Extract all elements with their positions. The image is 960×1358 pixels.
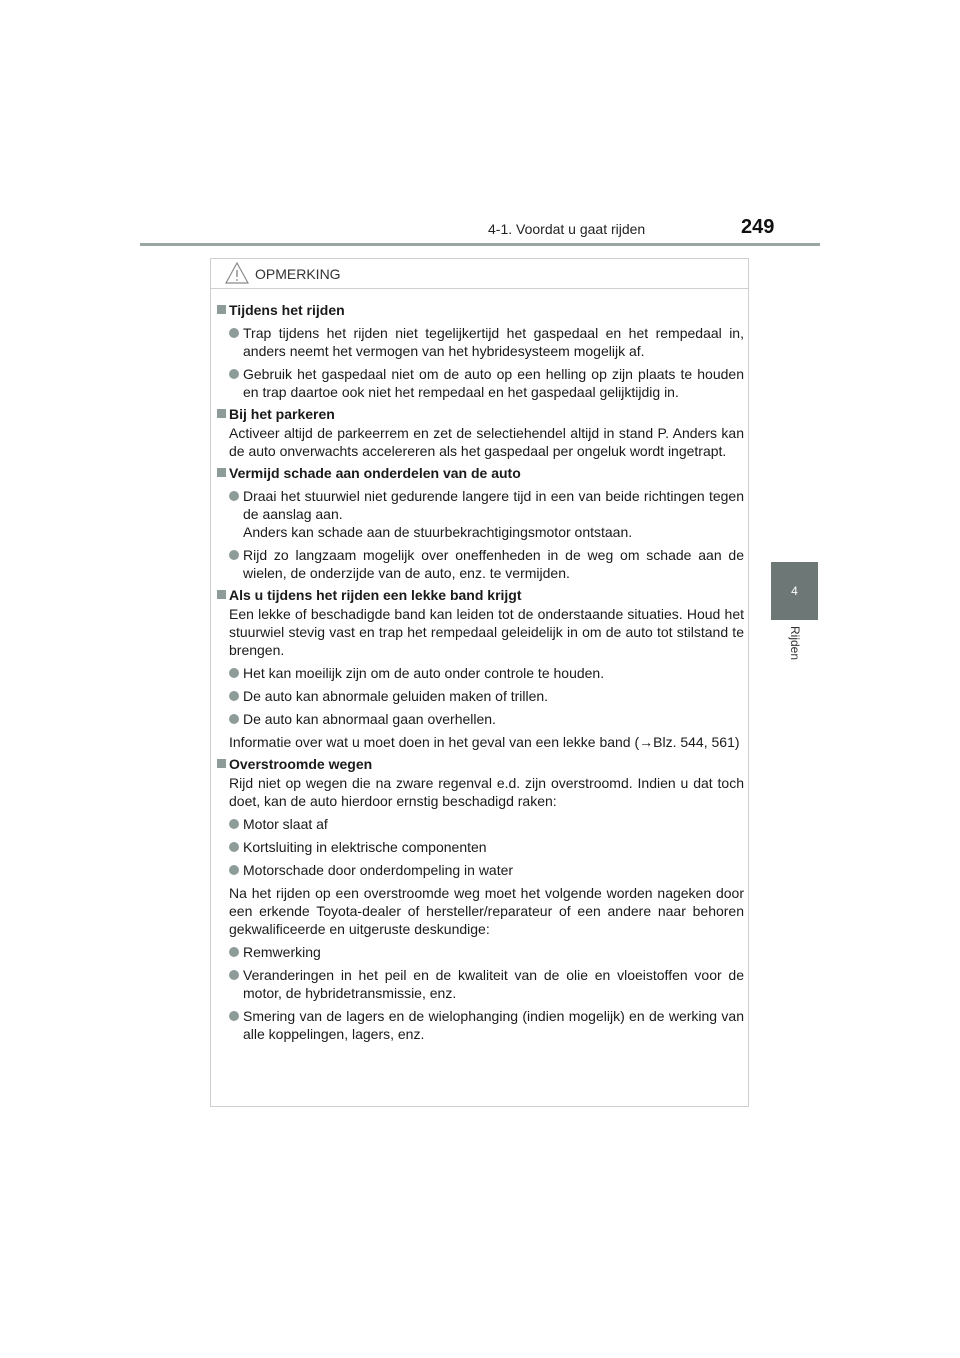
page-number: 249	[741, 216, 775, 238]
chapter-tab	[771, 562, 818, 620]
notice-header	[211, 259, 748, 289]
list-item	[217, 546, 744, 582]
square-bullet-icon	[217, 409, 226, 418]
chapter-label: Rijden	[788, 626, 802, 661]
list-item-text: Rijd zo langzaam mogelijk over oneffenheden in de weg om schade aan de wielen, de onderzijde van de auto, enz. te vermijden.	[243, 547, 744, 581]
list-item-text: Gebruik het gaspedaal niet om de auto op een helling op zijn plaats te houden en trap daartoe ook niet het rempedaal en het gaspedaal gelijktijdig in.	[243, 366, 744, 400]
chapter-number: 4	[791, 584, 798, 598]
round-bullet-icon	[229, 369, 239, 379]
round-bullet-icon	[229, 970, 239, 980]
chapter-label-container	[765, 626, 825, 686]
list-item-text: Motorschade door onderdompeling in water	[243, 862, 514, 878]
list-item	[217, 1007, 744, 1043]
section-heading-text: Bij het parkeren	[229, 406, 335, 422]
list-item	[217, 710, 744, 728]
list-item	[217, 664, 744, 682]
square-bullet-icon	[217, 759, 226, 768]
paragraph: Rijd niet op wegen die na zware regenval e.d. zijn overstroomd. Indien u dat toch doet, kan de auto hierdoor ernstig beschadigd raken:	[229, 775, 744, 809]
round-bullet-icon	[229, 491, 239, 501]
round-bullet-icon	[229, 550, 239, 560]
list-item-text: Draai het stuurwiel niet gedurende langere tijd in een van beide richtingen tegen de aanslag aan.	[243, 488, 744, 522]
round-bullet-icon	[229, 668, 239, 678]
list-item-text: Remwerking	[243, 944, 321, 960]
paragraph: Een lekke of beschadigde band kan leiden tot de onderstaande situaties. Houd het stuurwiel stevig vast en trap het rempedaal geleidelijk in om de auto tot stilstand te brengen.	[229, 606, 744, 658]
header-rule	[140, 243, 820, 246]
notice-title: OPMERKING	[255, 266, 341, 282]
list-item	[217, 943, 744, 961]
section-heading	[217, 405, 744, 423]
section-heading-text: Als u tijdens het rijden een lekke band krijgt	[229, 587, 522, 603]
list-item-text: De auto kan abnormale geluiden maken of trillen.	[243, 688, 549, 704]
list-item	[217, 324, 744, 360]
section-heading-text: Tijdens het rijden	[229, 302, 345, 318]
list-item	[217, 966, 744, 1002]
round-bullet-icon	[229, 328, 239, 338]
round-bullet-icon	[229, 819, 239, 829]
list-item	[217, 838, 744, 856]
list-item	[217, 861, 744, 879]
chapter-section-title: 4-1. Voordat u gaat rijden	[488, 221, 646, 237]
list-item-text: Het kan moeilijk zijn om de auto onder controle te houden.	[243, 665, 605, 681]
section-heading-text: Overstroomde wegen	[229, 756, 373, 772]
square-bullet-icon	[217, 590, 226, 599]
round-bullet-icon	[229, 691, 239, 701]
section-heading	[217, 301, 744, 319]
list-item-text: Trap tijdens het rijden niet tegelijkertijd het gaspedaal en het rempedaal in, anders neemt het vermogen van het hybridesysteem mogelijk af.	[243, 325, 744, 359]
section-heading-text: Vermijd schade aan onderdelen van de auto	[229, 465, 521, 481]
round-bullet-icon	[229, 947, 239, 957]
list-item-text: Motor slaat af	[243, 816, 328, 832]
list-item-text: Smering van de lagers en de wielophanging (indien mogelijk) en de werking van alle koppelingen, lagers, enz.	[243, 1008, 744, 1042]
list-item	[217, 815, 744, 833]
section-heading	[217, 755, 744, 773]
list-item-text: Anders kan schade aan de stuurbekrachtigingsmotor ontstaan.	[243, 524, 633, 540]
list-item-text: Veranderingen in het peil en de kwaliteit van de olie en vloeistoffen voor de motor, de hybridetransmissie, enz.	[243, 967, 744, 1001]
round-bullet-icon	[229, 714, 239, 724]
list-item	[217, 687, 744, 705]
round-bullet-icon	[229, 1011, 239, 1021]
paragraph: Activeer altijd de parkeerrem en zet de selectiehendel altijd in stand P. Anders kan de auto onverwachts accelereren als het gaspedaal per ongeluk wordt ingetrapt.	[229, 425, 744, 459]
list-item	[217, 365, 744, 401]
square-bullet-icon	[217, 305, 226, 314]
paragraph: Na het rijden op een overstroomde weg moet het volgende worden nageken door een erkende Toyota-dealer of hersteller/reparateur of een andere naar behoren gekwalificeerde en uitgeruste deskundige:	[229, 885, 744, 937]
section-heading	[217, 464, 744, 482]
warning-triangle-icon	[225, 262, 249, 284]
list-item	[217, 487, 744, 541]
list-item-text: Kortsluiting in elektrische componenten	[243, 839, 487, 855]
notice-content	[217, 301, 744, 1043]
round-bullet-icon	[229, 842, 239, 852]
paragraph: Informatie over wat u moet doen in het geval van een lekke band (→Blz. 544, 561)	[229, 734, 740, 750]
list-item-text: De auto kan abnormaal gaan overhellen.	[243, 711, 496, 727]
notice-box	[210, 258, 749, 1107]
section-heading	[217, 586, 744, 604]
round-bullet-icon	[229, 865, 239, 875]
square-bullet-icon	[217, 468, 226, 477]
